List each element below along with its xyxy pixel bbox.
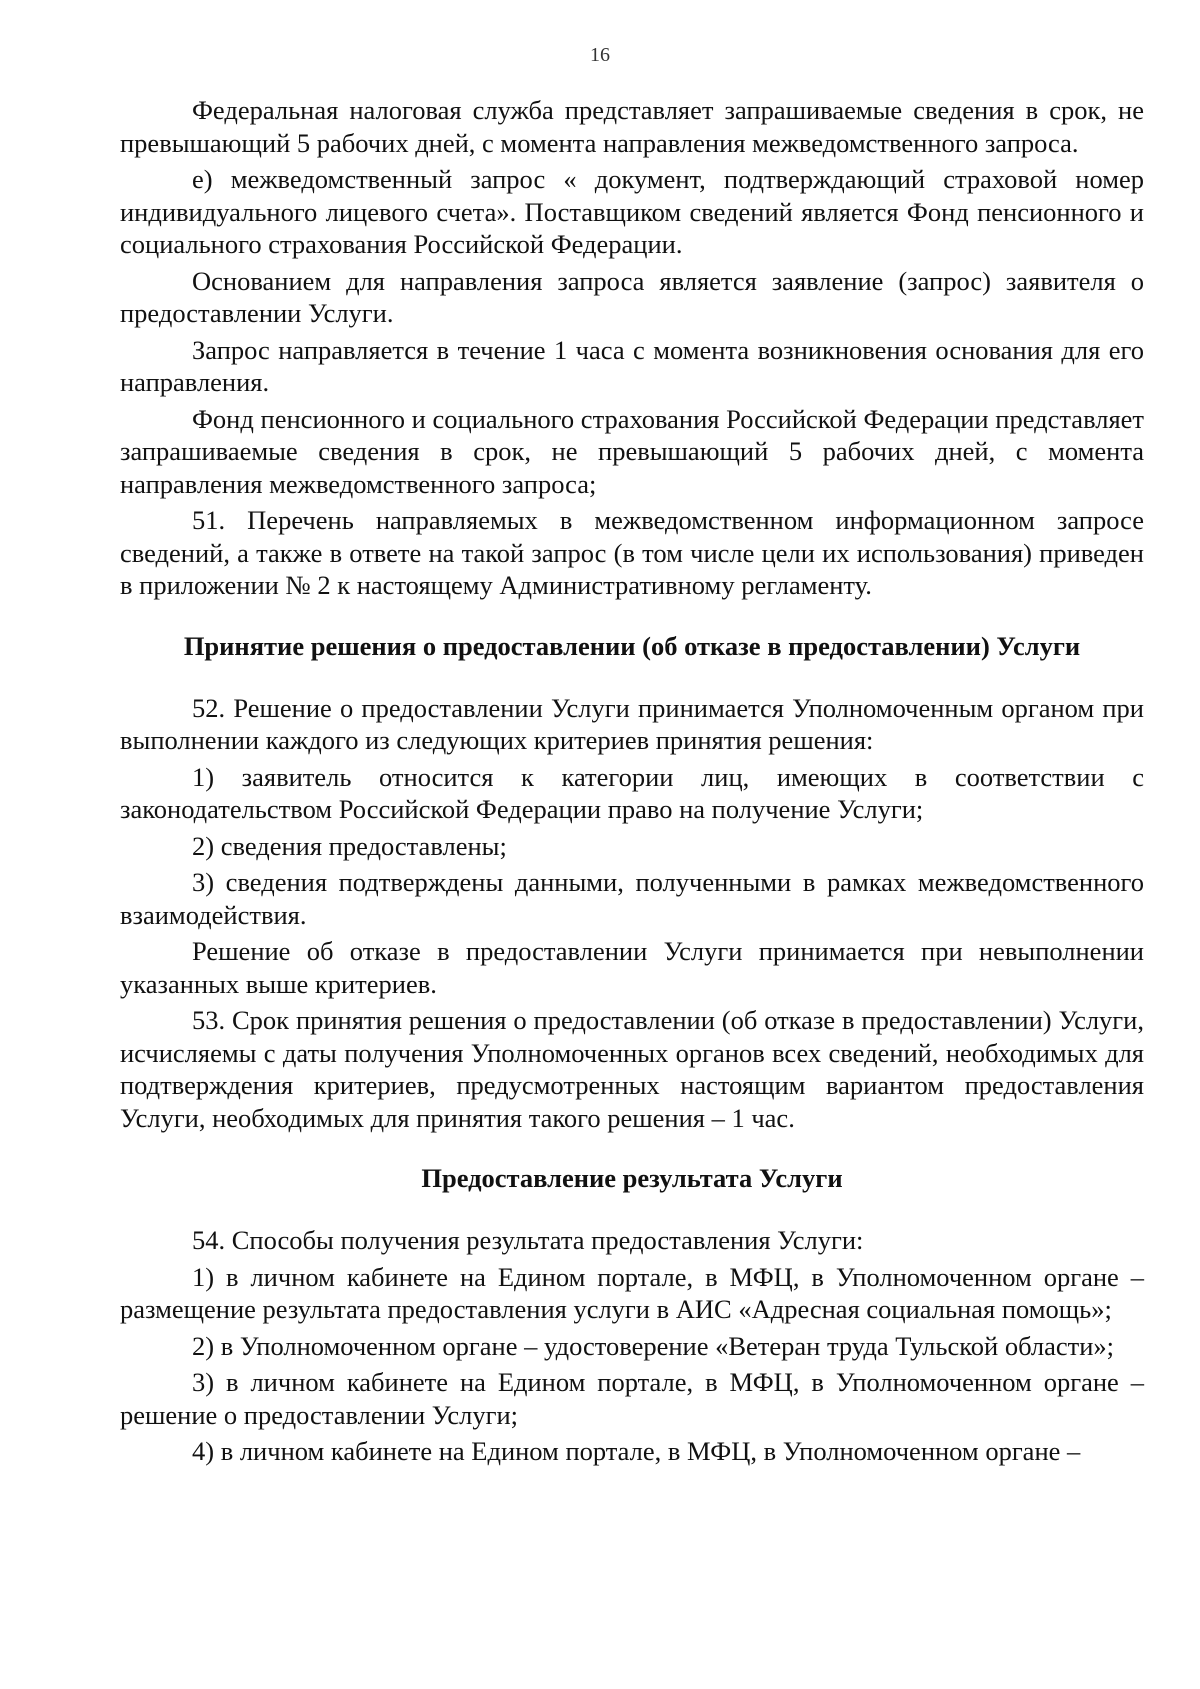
criterion-3: 3) сведения подтверждены данными, полученными в рамках межведомственного взаимодействия. <box>120 867 1144 930</box>
result-method-4: 4) в личном кабинете на Едином портале, в МФЦ, в Уполномоченном органе – <box>192 1436 1081 1466</box>
paragraph-snils-request: е) межведомственный запрос « документ, подтверждающий страховой номер индивидуального лицевого счета». Поставщиком сведений является Фонд пенсионного и социального страхования Российской Федерации. <box>120 164 1144 259</box>
paragraph-fns-deadline: Федеральная налоговая служба представляет запрашиваемые сведения в срок, не превышающий 5 рабочих дней, с момента направления межведомственного запроса. <box>120 95 1144 158</box>
criterion-1: 1) заявитель относится к категории лиц, имеющих в соответствии с законодательством Российской Федерации право на получение Услуги; <box>120 761 1144 824</box>
result-method-3: 3) в личном кабинете на Едином портале, в МФЦ, в Уполномоченном органе – решение о предоставлении Услуги; <box>120 1367 1144 1430</box>
result-method-2: 2) в Уполномоченном органе – удостоверение «Ветеран труда Тульской области»; <box>192 1330 1115 1361</box>
section-heading-result: Предоставление результата Услуги <box>421 1163 843 1193</box>
paragraph-refusal: Решение об отказе в предоставлении Услуги принимается при невыполнении указанных выше критериев. <box>120 936 1144 999</box>
paragraph-item-52: 52. Решение о предоставлении Услуги принимается Уполномоченным органом при выполнении каждого из следующих критериев принятия решения: <box>120 692 1144 755</box>
paragraph-request-timing: Запрос направляется в течение 1 часа с момента возникновения основания для его направления. <box>120 334 1144 397</box>
paragraph-item-54: 54. Способы получения результата предоставления Услуги: <box>192 1225 864 1255</box>
page-number: 16 <box>590 44 610 66</box>
paragraph-item-51: 51. Перечень направляемых в межведомственном информационном запросе сведений, а также в ответе на такой запрос (в том числе цели их использования) приведен в приложении № 2 к настоящему Административному регламенту. <box>120 505 1144 600</box>
section-heading-decision: Принятие решения о предоставлении (об отказе в предоставлении) Услуги <box>183 630 1081 661</box>
paragraph-sfr-deadline: Фонд пенсионного и социального страхования Российской Федерации представляет запрашиваемые сведения в срок, не превышающий 5 рабочих дней, с момента направления межведомственного запроса; <box>120 403 1144 499</box>
document-body <box>120 94 1144 1472</box>
paragraph-item-53: 53. Срок принятия решения о предоставлении (об отказе в предоставлении) Услуги, исчисляемы с даты получения Уполномоченных органов всех сведений, необходимых для подтверждения критериев, предусмотренных настоящим вариантом предоставления Услуги, необходимых для принятия такого решения – 1 час. <box>120 1005 1144 1133</box>
criterion-2: 2) сведения предоставлены; <box>192 830 507 861</box>
result-method-1: 1) в личном кабинете на Едином портале, в МФЦ, в Уполномоченном органе – размещение результата предоставления услуги в АИС «Адресная социальная помощь»; <box>120 1261 1144 1324</box>
paragraph-request-basis: Основанием для направления запроса является заявление (запрос) заявителя о предоставлении Услуги. <box>120 265 1144 328</box>
